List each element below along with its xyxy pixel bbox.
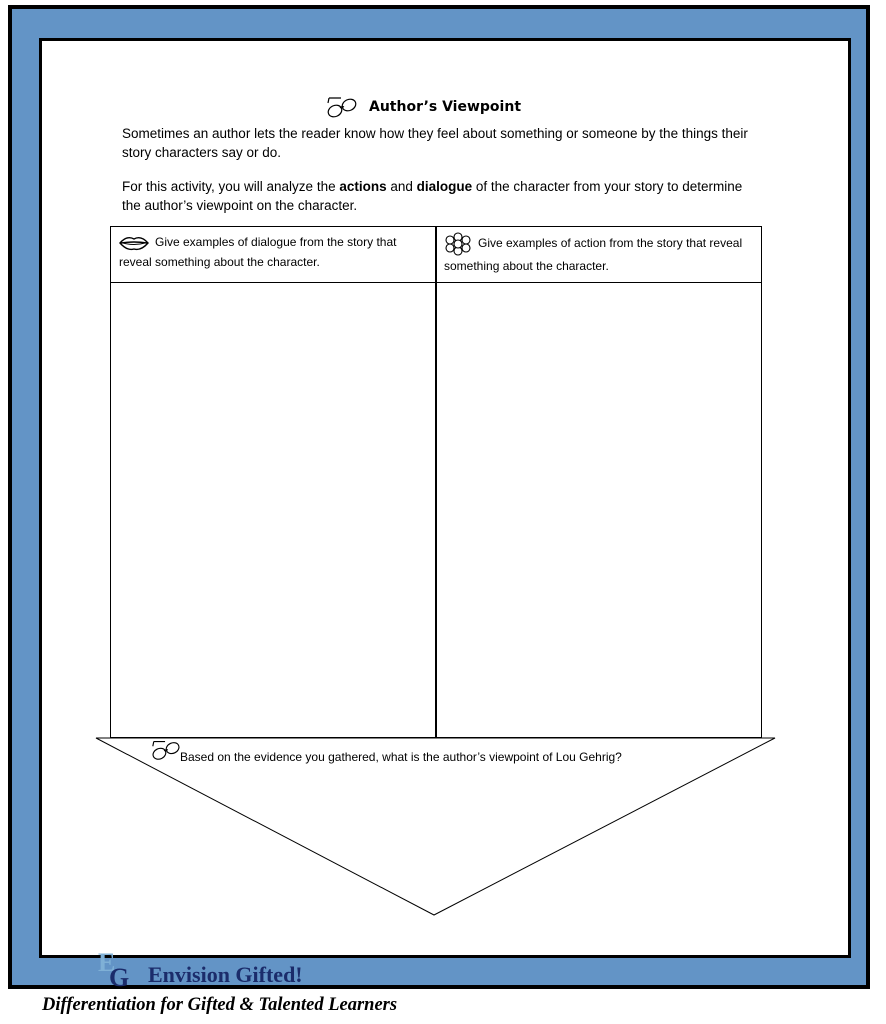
envision-gifted-logo [98, 948, 132, 992]
action-column-heading: Give examples of action from the story that reveal something about the character. [444, 236, 743, 273]
intro-paragraph: Sometimes an author lets the reader know how they feel about something or someone by the things their story characters say or do. [122, 126, 748, 160]
instructions-text: For this activity, you will analyze the [122, 179, 340, 194]
logo-letter-g: G [109, 963, 130, 992]
glasses-icon [150, 738, 182, 762]
brand-name: Envision Gifted! [148, 962, 303, 987]
instructions-text: of the character from your story to determine the author’s viewpoint on the character. [122, 179, 743, 213]
dialogue-keyword: dialogue [416, 179, 473, 194]
brand-tagline: Differentiation for Gifted & Talented Learners [42, 995, 398, 1015]
conclusion-prompt: Based on the evidence you gathered, what is the author’s viewpoint of Lou Gehrig? [180, 750, 622, 764]
instructions-text: and [386, 179, 417, 194]
dialogue-column-heading: Give examples of dialogue from the story that reveal something about the character. [119, 235, 397, 269]
worksheet-title: Author’s Viewpoint [369, 99, 522, 115]
actions-keyword: actions [339, 179, 387, 194]
logo-letter-e: E [98, 948, 116, 977]
